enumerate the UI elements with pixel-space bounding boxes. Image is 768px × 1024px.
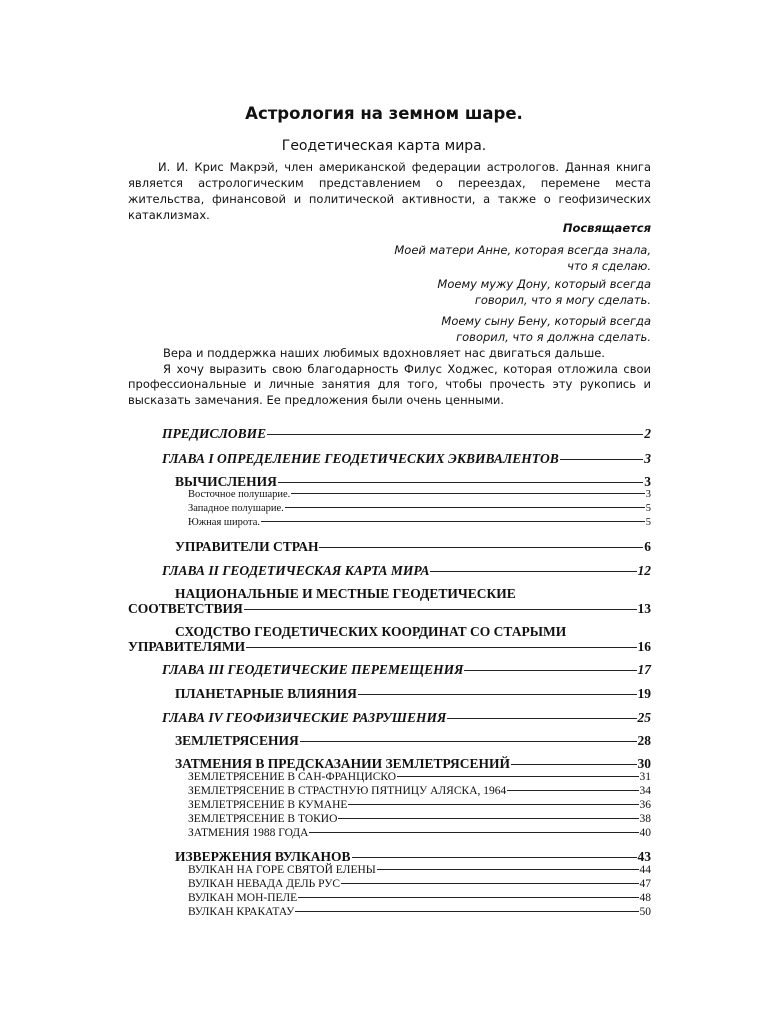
toc-leader [246,647,636,648]
toc-page: 28 [637,733,651,748]
toc-entry-alaska[interactable] [188,785,651,797]
toc-entry-chapter-3[interactable] [162,662,651,678]
toc-label: ЗЕМЛЕТРЯСЕНИЯ [175,733,299,748]
toc-page: 16 [637,639,651,654]
document-subtitle: Геодетическая карта мира. [281,138,487,154]
toc-entry-preface[interactable] [162,426,651,442]
toc-leader [352,857,637,858]
toc-entry-national-line1[interactable]: НАЦИОНАЛЬНЫЕ И МЕСТНЫЕ ГЕОДЕТИЧЕСКИЕ [175,586,516,601]
toc-leader [295,911,638,912]
toc-entry-san-francisco[interactable] [188,771,651,783]
toc-leader [291,493,644,494]
intro-text: И. И. Крис Макрэй, член американской федерации астрологов. Данная книга является астрологическим представлением о переездах, перемене места жительства, финансовой и политической активности, а также о геофизических катаклизмах. [128,160,651,222]
toc-entry-chapter-4[interactable] [162,710,651,726]
document-title: Астрология на земном шаре. [245,104,523,123]
toc-leader [397,776,638,777]
toc-label: ЗЕМЛЕТРЯСЕНИЕ В СТРАСТНУЮ ПЯТНИЦУ АЛЯСКА, 1964 [188,785,507,797]
toc-leader [507,790,638,791]
toc-label: ПЛАНЕТАРНЫЕ ВЛИЯНИЯ [175,686,357,701]
dedication-line: Моей матери Анне, которая всегда знала, [394,243,651,257]
toc-label: ЗЕМЛЕТРЯСЕНИЕ В КУМАНЕ [188,799,348,811]
dedication-mother [128,242,651,274]
toc-label: ГЛАВА III ГЕОДЕТИЧЕСКИЕ ПЕРЕМЕЩЕНИЯ [162,662,464,677]
toc-leader [261,521,645,522]
toc-label: ЗАТМЕНИЯ 1988 ГОДА [188,827,309,839]
toc-entry-eclipses[interactable] [175,756,651,772]
toc-leader [319,547,643,548]
toc-leader [267,434,643,435]
toc-label: Восточное полушарие. [188,489,291,500]
toc-label: УПРАВИТЕЛЯМИ [128,639,246,654]
toc-entry-pelee[interactable] [188,892,651,904]
toc-page: 3 [644,474,651,489]
toc-page: 47 [639,878,651,890]
toc-leader [300,741,637,742]
toc-page: 50 [639,906,651,918]
toc-label: УПРАВИТЕЛИ СТРАН [175,539,319,554]
toc-page: 6 [644,539,651,554]
toc-leader [377,869,639,870]
toc-entry-calculations[interactable] [175,474,651,490]
toc-entry-eclipses-1988[interactable] [188,827,651,839]
closing-text-2: Я хочу выразить свою благодарность Филус Ходжес, которая отложила свои профессиональные и личные занятия для того, чтобы прочесть эту рукопись и высказать замечания. Ее предложения были очень ценными. [128,361,651,407]
toc-entry-st-helens[interactable] [188,864,651,876]
toc-label: ВЫЧИСЛЕНИЯ [175,474,277,489]
toc-label: Южная широта. [188,517,260,528]
dedication-line: что я сделаю. [567,259,651,273]
toc-entry-chapter-2[interactable] [162,563,651,579]
toc-page: 17 [637,662,651,677]
intro-paragraph [128,159,651,223]
toc-label: ВУЛКАН НА ГОРЕ СВЯТОЙ ЕЛЕНЫ [188,864,376,876]
toc-entry-krakatau[interactable] [188,906,651,918]
toc-entry-similarity[interactable] [128,639,651,655]
toc-leader [464,670,636,671]
dedication-line: говорил, что я должна сделать. [456,330,651,344]
toc-page: 48 [639,892,651,904]
toc-leader [244,609,637,610]
toc-leader [348,804,638,805]
toc-entry-nevado[interactable] [188,878,651,890]
toc-label: ЗЕМЛЕТРЯСЕНИЕ В САН-ФРАНЦИСКО [188,771,397,783]
toc-leader [341,883,638,884]
toc-label: ГЛАВА IV ГЕОФИЗИЧЕСКИЕ РАЗРУШЕНИЯ [162,710,447,725]
toc-page: 3 [644,451,651,466]
toc-label: ВУЛКАН НЕВАДА ДЕЛЬ РУС [188,878,341,890]
toc-page: 12 [637,563,651,578]
toc-page: 3 [645,489,651,500]
toc-page: 36 [639,799,651,811]
toc-entry-chapter-1[interactable] [162,451,651,467]
toc-label: ВУЛКАН МОН-ПЕЛЕ [188,892,298,904]
toc-leader [430,571,636,572]
toc-page: 38 [639,813,651,825]
toc-entry-south[interactable] [188,517,651,528]
toc-leader [338,818,638,819]
dedication-line: Моему мужу Дону, который всегда [437,277,651,291]
toc-label: ГЛАВА I ОПРЕДЕЛЕНИЕ ГЕОДЕТИЧЕСКИХ ЭКВИВАЛЕНТОВ [162,451,559,466]
dedication-heading: Посвящается [562,221,651,235]
toc-entry-east[interactable] [188,489,651,500]
toc-page: 2 [644,426,651,441]
toc-entry-kumane[interactable] [188,799,651,811]
toc-label: ВУЛКАН КРАКАТАУ [188,906,295,918]
toc-label: ЗЕМЛЕТРЯСЕНИЕ В ТОКИО [188,813,338,825]
toc-leader [285,507,645,508]
toc-leader [511,764,636,765]
toc-leader [309,832,638,833]
toc-leader [447,718,636,719]
toc-entry-planetary[interactable] [175,686,651,702]
toc-page: 5 [645,503,651,514]
toc-page: 44 [639,864,651,876]
toc-label: ЗАТМЕНИЯ В ПРЕДСКАЗАНИИ ЗЕМЛЕТРЯСЕНИЙ [175,756,511,771]
toc-leader [278,482,643,483]
toc-leader [560,459,643,460]
toc-page: 43 [637,849,651,864]
dedication-husband [128,276,651,308]
toc-entry-tokyo[interactable] [188,813,651,825]
toc-entry-rulers[interactable] [175,539,651,555]
toc-page: 19 [637,686,651,701]
toc-entry-west[interactable] [188,503,651,514]
toc-entry-volcanoes[interactable] [175,849,651,865]
toc-label: ИЗВЕРЖЕНИЯ ВУЛКАНОВ [175,849,351,864]
dedication-son [128,313,651,345]
toc-page: 13 [637,601,651,616]
toc-page: 5 [645,517,651,528]
toc-leader [298,897,638,898]
toc-leader [358,694,637,695]
toc-page: 34 [639,785,651,797]
dedication-line: говорил, что я могу сделать. [474,293,651,307]
toc-label: Западное полушарие. [188,503,284,514]
toc-label: СООТВЕТСТВИЯ [128,601,243,616]
toc-label: ГЛАВА II ГЕОДЕТИЧЕСКАЯ КАРТА МИРА [162,563,430,578]
toc-page: 31 [639,771,651,783]
toc-page: 30 [637,756,651,771]
closing-paragraphs [128,346,651,408]
toc-entry-national[interactable] [128,601,651,617]
toc-entry-earthquakes[interactable] [175,733,651,749]
toc-entry-similarity-line1[interactable]: СХОДСТВО ГЕОДЕТИЧЕСКИХ КООРДИНАТ СО СТАРЫМИ [175,624,567,639]
closing-text-1: Вера и поддержка наших любимых вдохновляет нас двигаться дальше. [163,346,605,360]
toc-page: 25 [637,710,651,725]
toc-label: ПРЕДИСЛОВИЕ [162,426,267,441]
toc-page: 40 [639,827,651,839]
dedication-line: Моему сыну Бену, который всегда [441,314,651,328]
